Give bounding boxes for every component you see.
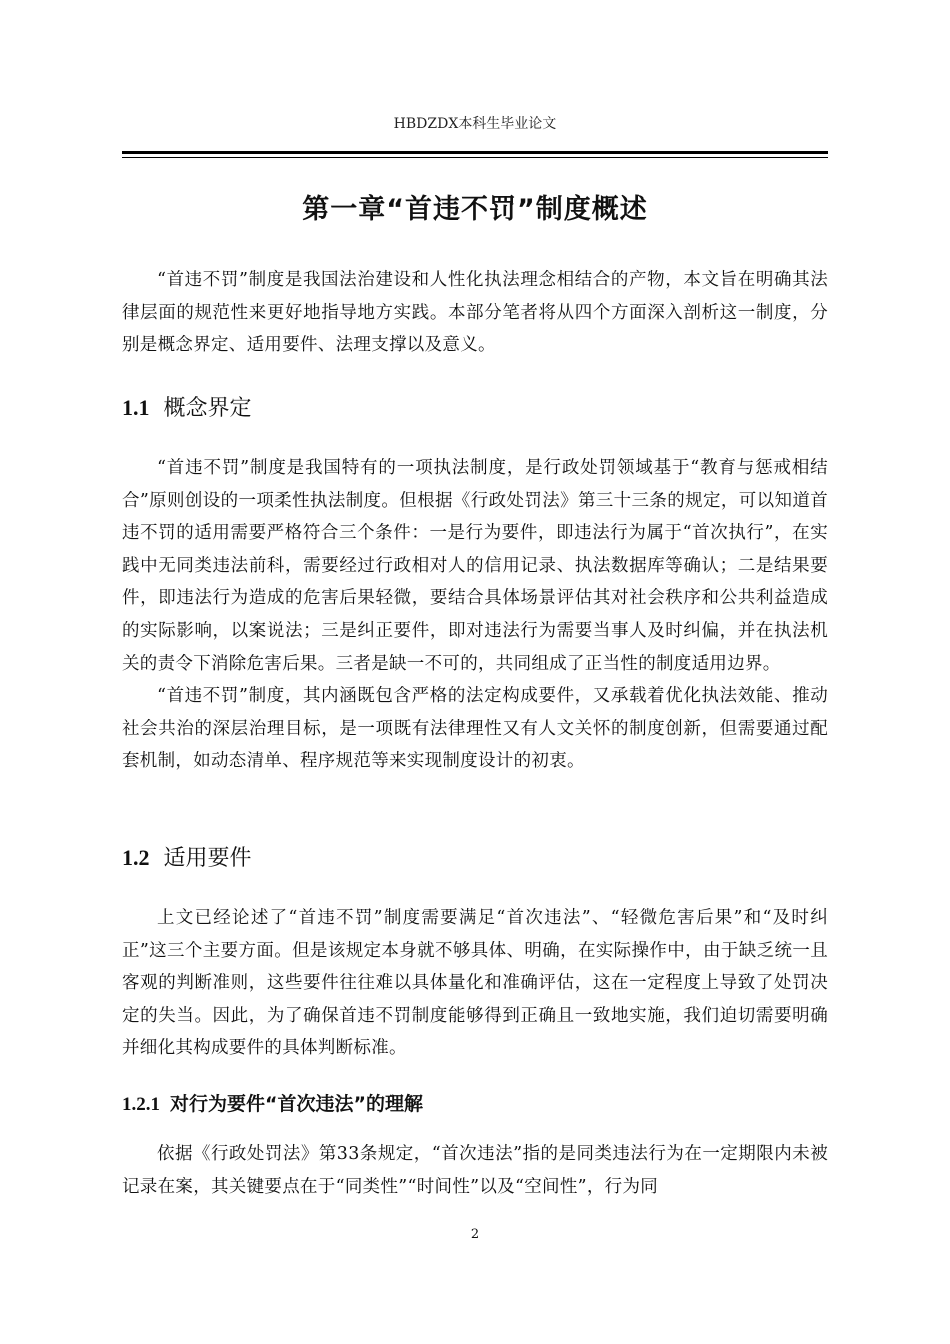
header-double-rule <box>122 151 828 158</box>
section-title: 概念界定 <box>163 396 252 421</box>
body-paragraph: “首违不罚”制度，其内涵既包含严格的法定构成要件，又承载着优化执法效能、推动社会共治的深层治理目标，是一项既有法律理性又有人文关怀的制度创新，但需要通过配套机制，如动态清单、程序规范等来实现制度设计的初衷。 <box>122 686 828 772</box>
subsection-heading-1-2-1 <box>122 1090 423 1119</box>
section-heading-1-2 <box>122 842 252 875</box>
section-1-2-body <box>122 902 828 1065</box>
body-paragraph: 上文已经论述了“首违不罚”制度需要满足“首次违法”、“轻微危害后果”和“及时纠正”这三个主要方面。但是该规定本身就不够具体、明确，在实际操作中，由于缺乏统一且客观的判断准则，这些要件往往难以具体量化和准确评估，这在一定程度上导致了处罚决定的失当。因此，为了确保首违不罚制度能够得到正确且一致地实施，我们迫切需要明确并细化其构成要件的具体判断标准。 <box>122 908 828 1059</box>
chapter-title: 第一章“首违不罚”制度概述 <box>302 194 648 225</box>
section-number: 1.2 <box>122 845 150 870</box>
body-paragraph: 依据《行政处罚法》第33条规定，“首次违法”指的是同类违法行为在一定期限内未被记录在案，其关键要点在于“同类性”“时间性”以及“空间性”，行为同 <box>122 1144 828 1197</box>
subsection-title: 对行为要件“首次违法”的理解 <box>170 1093 423 1115</box>
running-header: HBDZDX本科生毕业论文 <box>393 116 557 132</box>
page-number: 2 <box>470 1227 480 1242</box>
section-1-1-body <box>122 452 828 778</box>
section-number: 1.1 <box>122 395 150 420</box>
section-title: 适用要件 <box>163 846 252 871</box>
intro-block <box>122 264 828 362</box>
intro-paragraph: “首违不罚”制度是我国法治建设和人性化执法理念相结合的产物，本文旨在明确其法律层面的规范性来更好地指导地方实践。本部分笔者将从四个方面深入剖析这一制度，分别是概念界定、适用要件、法理支撑以及意义。 <box>122 270 828 356</box>
body-paragraph: “首违不罚”制度是我国特有的一项执法制度，是行政处罚领域基于“教育与惩戒相结合”原则创设的一项柔性执法制度。但根据《行政处罚法》第三十三条的规定，可以知道首违不罚的适用需要严格符合三个条件：一是行为要件，即违法行为属于“首次执行”，在实践中无同类违法前科，需要经过行政相对人的信用记录、执法数据库等确认；二是结果要件，即违法行为造成的危害后果轻微，要结合具体场景评估其对社会秩序和公共利益造成的实际影响，以案说法；三是纠正要件，即对违法行为需要当事人及时纠偏，并在执法机关的责令下消除危害后果。三者是缺一不可的，共同组成了正当性的制度适用边界。 <box>122 458 828 674</box>
section-1-2-1-body <box>122 1138 828 1203</box>
section-heading-1-1 <box>122 392 252 425</box>
subsection-number: 1.2.1 <box>122 1094 160 1115</box>
